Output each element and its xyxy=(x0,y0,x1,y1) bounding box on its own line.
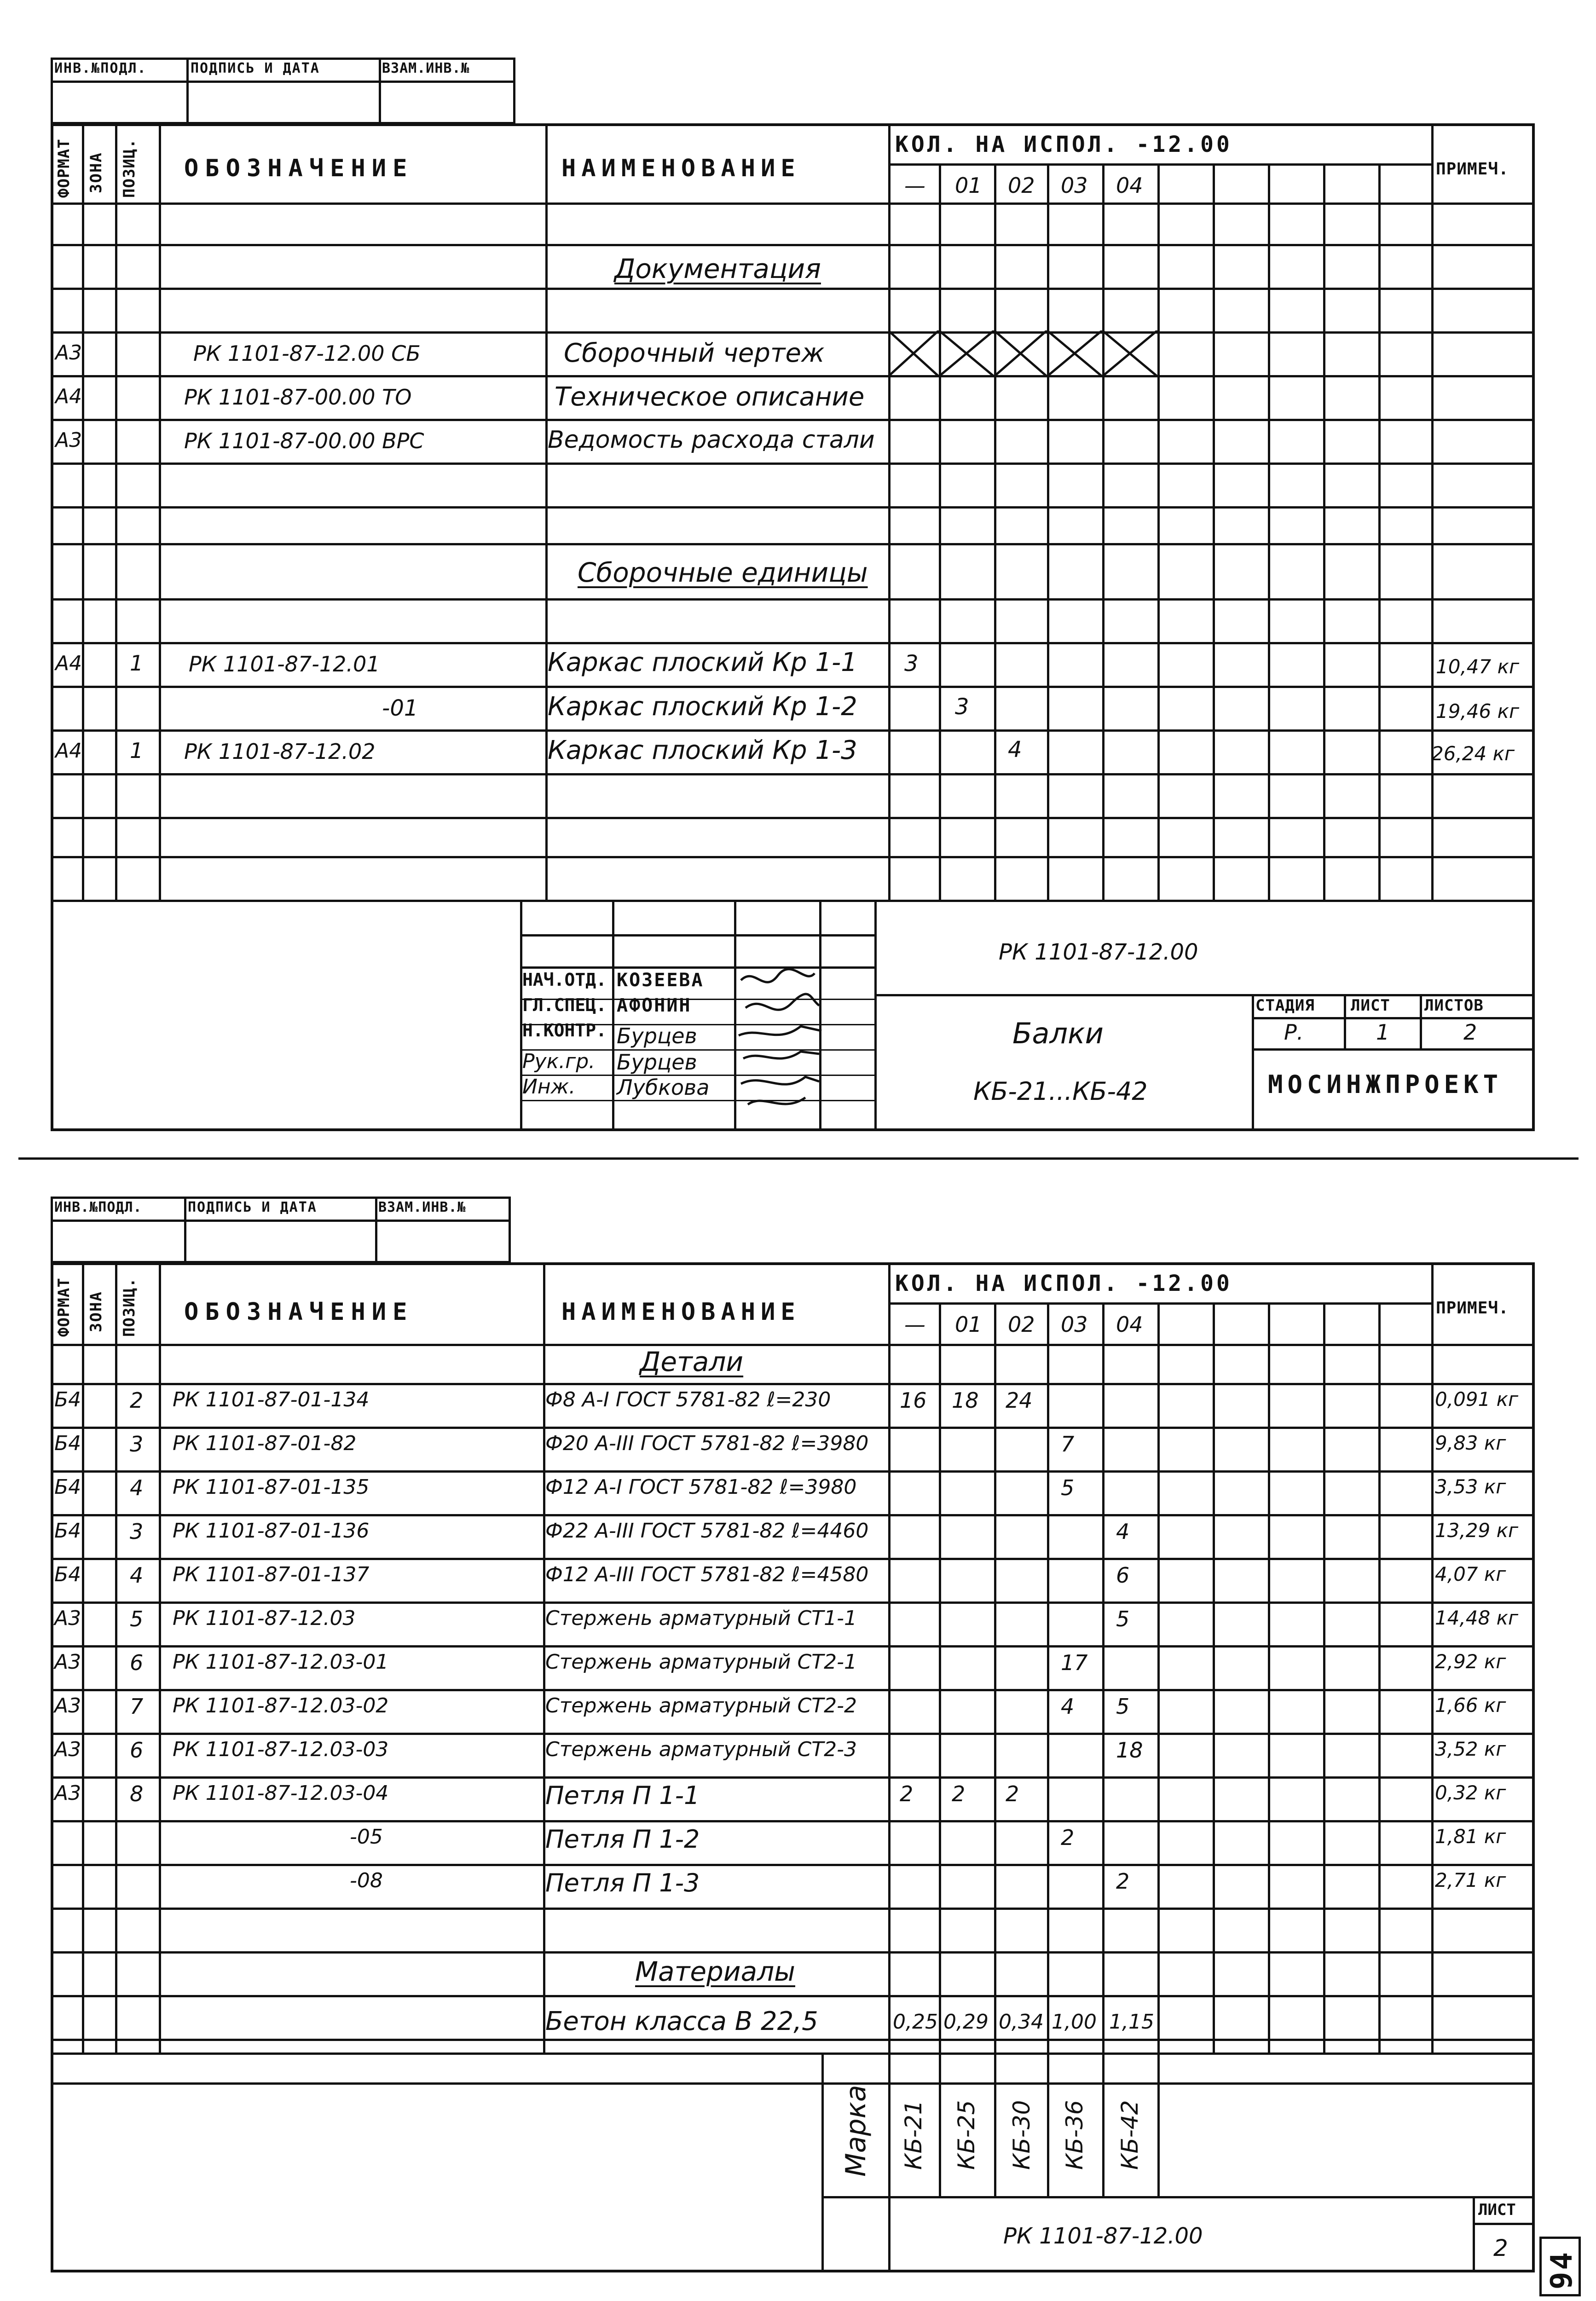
row-format: А4 xyxy=(55,652,82,675)
row-qty: 3 xyxy=(955,694,969,720)
col-qty-header-2: КОЛ. НА ИСПОЛ. -12.00 xyxy=(895,1271,1232,1296)
role-engineer: Инж. xyxy=(522,1075,576,1098)
row-note: 13,29 кг xyxy=(1435,1519,1519,1542)
row-line xyxy=(51,1514,1535,1516)
row-line xyxy=(51,729,1535,732)
variant-base: — xyxy=(904,173,925,198)
row-name: Стержень арматурный СТ1-1 xyxy=(545,1607,857,1630)
row-note: 2,92 кг xyxy=(1435,1650,1506,1673)
section-assemblies: Сборочные единицы xyxy=(578,557,868,588)
row-line xyxy=(51,817,1535,819)
row-name: Ф12 А-I ГОСТ 5781-82 ℓ=3980 xyxy=(545,1475,857,1499)
row-line xyxy=(51,244,1535,246)
row-format: А3 xyxy=(55,341,82,364)
marks-label: Марка xyxy=(840,2085,872,2177)
row-note: 3,52 кг xyxy=(1435,1738,1506,1760)
row-designation: -05 xyxy=(350,1825,383,1849)
col-pos: ПОЗИЦ. xyxy=(120,139,139,198)
section-materials: Материалы xyxy=(635,1956,795,1987)
stamp-replace-inv: ВЗАМ.ИНВ.№ xyxy=(382,60,470,76)
row-qty: 5 xyxy=(1116,1694,1130,1719)
row-name: Стержень арматурный СТ2-1 xyxy=(545,1650,857,1674)
sheet-value-2: 2 xyxy=(1493,2235,1508,2261)
row-name: Петля П 1-1 xyxy=(545,1781,700,1810)
row-line xyxy=(51,773,1535,775)
row-designation: РК 1101-87-12.03-02 xyxy=(173,1694,389,1717)
row-line xyxy=(51,463,1535,465)
row-pos: 8 xyxy=(130,1781,144,1806)
row-designation: -08 xyxy=(350,1869,383,1892)
signatures-scribble xyxy=(736,966,824,1132)
row-name: Стержень арматурный СТ2-2 xyxy=(545,1694,857,1717)
row-designation: РК 1101-87-12.01 xyxy=(189,652,380,676)
row-qty: 4 xyxy=(1116,1519,1130,1544)
mark-kb25: КБ-25 xyxy=(953,2100,980,2170)
row-designation: РК 1101-87-12.03-04 xyxy=(173,1781,389,1805)
row-line xyxy=(51,2039,1535,2041)
row-format: А3 xyxy=(54,1607,81,1630)
row-format: А3 xyxy=(55,428,82,452)
row-note: 1,66 кг xyxy=(1435,1694,1506,1717)
row-name: Ф20 А-III ГОСТ 5781-82 ℓ=3980 xyxy=(545,1432,869,1455)
concrete-name: Бетон класса В 22,5 xyxy=(545,2006,818,2036)
col-pos-2: ПОЗИЦ. xyxy=(120,1278,139,1337)
row-name: Ведомость расхода стали xyxy=(548,426,875,454)
row-designation: -01 xyxy=(382,695,418,721)
section-documentation: Документация xyxy=(614,253,821,284)
row-line xyxy=(51,1864,1535,1866)
cut-line xyxy=(18,1157,1579,1160)
row-qty: 18 xyxy=(1116,1738,1143,1763)
row-pos: 4 xyxy=(130,1563,144,1588)
stamp-inv-orig: ИНВ.№ПОДЛ. xyxy=(54,60,147,76)
row-name: Каркас плоский Кр 1-1 xyxy=(548,648,857,677)
row-pos: 6 xyxy=(130,1650,144,1675)
row-note: 10,47 кг xyxy=(1436,655,1520,678)
row-designation: РК 1101-87-12.00 СБ xyxy=(193,341,421,366)
row-designation: РК 1101-87-01-134 xyxy=(173,1388,370,1411)
row-line xyxy=(51,1470,1535,1473)
row-name: Петля П 1-2 xyxy=(545,1825,700,1854)
row-pos: 7 xyxy=(130,1694,144,1719)
row-line xyxy=(51,419,1535,421)
col-name-2: НАИМЕНОВАНИЕ xyxy=(561,1298,801,1326)
row-line xyxy=(51,288,1535,290)
row-qty: 6 xyxy=(1116,1563,1130,1588)
col-format-2: ФОРМАТ xyxy=(55,1278,73,1337)
stamp-sign-date-2: ПОДПИСЬ И ДАТА xyxy=(188,1199,317,1215)
row-designation: РК 1101-87-12.03-01 xyxy=(173,1650,389,1674)
row-line xyxy=(51,1645,1535,1648)
doc-code: РК 1101-87-12.00 xyxy=(999,939,1198,965)
row-qty: 24 xyxy=(1006,1388,1033,1413)
row-format: А3 xyxy=(54,1694,81,1717)
variant-base-2: — xyxy=(904,1312,925,1337)
variant-02-2: 02 xyxy=(1008,1312,1035,1337)
row-designation: РК 1101-87-00.00 ВРС xyxy=(184,428,424,453)
row-designation: РК 1101-87-01-137 xyxy=(173,1563,370,1586)
row-format: А3 xyxy=(54,1781,81,1805)
row-pos: 3 xyxy=(130,1432,144,1457)
row-designation: РК 1101-87-12.03 xyxy=(173,1607,356,1630)
row-line xyxy=(51,1558,1535,1560)
organization: МОСИНЖПРОЕКТ xyxy=(1268,1070,1503,1099)
section-parts: Детали xyxy=(640,1346,744,1377)
role-group-lead: Рук.гр. xyxy=(522,1050,596,1073)
row-format: А4 xyxy=(55,385,82,408)
row-line xyxy=(51,856,1535,858)
row-pos: 2 xyxy=(130,1388,144,1413)
row-qty: 5 xyxy=(1061,1475,1075,1500)
row-qty: 2 xyxy=(952,1781,966,1806)
row-line xyxy=(51,1908,1535,1910)
row-designation: РК 1101-87-00.00 ТО xyxy=(184,385,412,410)
col-qty-header: КОЛ. НА ИСПОЛ. -12.00 xyxy=(895,132,1232,157)
variant-02: 02 xyxy=(1008,173,1035,198)
row-line xyxy=(51,1995,1535,1997)
row-line xyxy=(51,2082,1535,2085)
row-pos: 5 xyxy=(130,1607,144,1631)
col-name: НАИМЕНОВАНИЕ xyxy=(561,155,801,182)
variant-03-2: 03 xyxy=(1061,1312,1088,1337)
row-line xyxy=(51,1601,1535,1604)
row-designation: РК 1101-87-01-135 xyxy=(173,1475,370,1499)
row-qty: 2 xyxy=(1116,1869,1130,1894)
row-note: 4,07 кг xyxy=(1435,1563,1506,1585)
row-name: Ф12 А-III ГОСТ 5781-82 ℓ=4580 xyxy=(545,1563,869,1586)
row-qty: 2 xyxy=(1061,1825,1075,1850)
row-line xyxy=(51,1383,1535,1385)
row-pos: 6 xyxy=(130,1738,144,1763)
row-pos: 3 xyxy=(130,1519,144,1544)
col-zone: ЗОНА xyxy=(87,152,105,193)
row-line xyxy=(51,1820,1535,1822)
row-line xyxy=(51,1427,1535,1429)
concrete-qty: 0,29 xyxy=(943,2010,989,2034)
sheet-label-2: ЛИСТ xyxy=(1478,2201,1516,2219)
variant-01-2: 01 xyxy=(955,1312,982,1337)
row-pos: 4 xyxy=(130,1475,144,1500)
title-line-1: Балки xyxy=(1012,1017,1104,1050)
row-note: 1,81 кг xyxy=(1435,1825,1506,1848)
row-note: 2,71 кг xyxy=(1435,1869,1506,1891)
role-norm-control: Н.КОНТР. xyxy=(522,1020,607,1041)
sheet-label: ЛИСТ xyxy=(1351,996,1390,1015)
col-format: ФОРМАТ xyxy=(55,139,73,198)
row-name: Техническое описание xyxy=(555,382,865,412)
doc-code-2: РК 1101-87-12.00 xyxy=(1003,2223,1203,2249)
name-group-lead: Бурцев xyxy=(617,1050,697,1075)
row-qty: 4 xyxy=(1008,737,1022,763)
stage-label: СТАДИЯ xyxy=(1255,996,1315,1015)
row-qty: 17 xyxy=(1061,1650,1088,1675)
row-designation: РК 1101-87-12.02 xyxy=(184,739,376,764)
concrete-qty: 0,34 xyxy=(999,2010,1044,2034)
row-line xyxy=(51,598,1535,601)
name-norm-control: Бурцев xyxy=(617,1023,697,1048)
row-qty: 3 xyxy=(904,651,919,676)
col-zone-2: ЗОНА xyxy=(87,1291,105,1332)
row-name: Ф22 А-III ГОСТ 5781-82 ℓ=4460 xyxy=(545,1519,869,1543)
row-line xyxy=(51,642,1535,644)
name-chief-spec: АФОНИН xyxy=(617,995,692,1016)
row-format: Б4 xyxy=(54,1388,81,1411)
row-qty: 2 xyxy=(1006,1781,1019,1806)
mark-kb21: КБ-21 xyxy=(900,2100,927,2170)
sheets-label: ЛИСТОВ xyxy=(1424,996,1484,1015)
row-note: 9,83 кг xyxy=(1435,1432,1506,1454)
row-note: 0,091 кг xyxy=(1435,1388,1519,1411)
name-engineer: Лубкова xyxy=(617,1075,710,1100)
col-designation: ОБОЗНАЧЕНИЕ xyxy=(184,155,414,182)
row-designation: РК 1101-87-12.03-03 xyxy=(173,1738,389,1761)
row-designation: РК 1101-87-01-82 xyxy=(173,1432,357,1455)
row-name: Петля П 1-3 xyxy=(545,1868,700,1897)
variant-04: 04 xyxy=(1116,173,1143,198)
row-qty: 5 xyxy=(1116,1607,1130,1631)
row-format: Б4 xyxy=(54,1563,81,1586)
row-qty: 2 xyxy=(900,1781,914,1806)
col-note: ПРИМЕЧ. xyxy=(1436,160,1509,179)
variant-03: 03 xyxy=(1061,173,1088,198)
row-name: Сборочный чертеж xyxy=(564,338,825,368)
row-note: 14,48 кг xyxy=(1435,1607,1519,1629)
row-format: А3 xyxy=(54,1738,81,1761)
stage-value: Р. xyxy=(1284,1020,1304,1045)
row-format: Б4 xyxy=(54,1432,81,1455)
row-qty: 18 xyxy=(952,1388,979,1413)
mark-kb36: КБ-36 xyxy=(1061,2100,1088,2170)
concrete-qty: 1,00 xyxy=(1052,2010,1097,2034)
row-note: 26,24 кг xyxy=(1431,742,1515,765)
sheets-value: 2 xyxy=(1463,1020,1477,1045)
row-format: А3 xyxy=(54,1650,81,1674)
col-note-2: ПРИМЕЧ. xyxy=(1436,1299,1509,1318)
row-format: Б4 xyxy=(54,1475,81,1499)
name-head-dept: КОЗЕЕВА xyxy=(617,970,704,991)
row-line xyxy=(51,543,1535,545)
page-number: 94 xyxy=(1545,2250,1579,2289)
row-note: 3,53 кг xyxy=(1435,1475,1506,1498)
role-chief-spec: ГЛ.СПЕЦ. xyxy=(522,995,607,1015)
row-note: 19,46 кг xyxy=(1436,700,1520,723)
stamp-inv-orig-2: ИНВ.№ПОДЛ. xyxy=(54,1199,142,1215)
row-name: Ф8 А-I ГОСТ 5781-82 ℓ=230 xyxy=(545,1388,831,1411)
row-qty: 16 xyxy=(900,1388,927,1413)
row-name: Стержень арматурный СТ2-3 xyxy=(545,1738,857,1761)
col-designation-2: ОБОЗНАЧЕНИЕ xyxy=(184,1298,414,1326)
row-line xyxy=(51,375,1535,377)
concrete-qty: 0,25 xyxy=(893,2010,938,2034)
row-qty: 7 xyxy=(1061,1432,1075,1457)
row-line xyxy=(51,331,1535,334)
row-line xyxy=(51,1733,1535,1735)
row-format: А4 xyxy=(55,739,82,763)
row-line xyxy=(51,506,1535,509)
title-line-2: КБ-21...КБ-42 xyxy=(973,1077,1148,1106)
variant-04-2: 04 xyxy=(1116,1312,1143,1337)
row-line xyxy=(51,1689,1535,1691)
mark-kb42: КБ-42 xyxy=(1116,2100,1143,2170)
stamp-replace-inv-2: ВЗАМ.ИНВ.№ xyxy=(378,1199,466,1215)
stamp-sign-date: ПОДПИСЬ И ДАТА xyxy=(191,60,320,76)
row-pos: 1 xyxy=(130,651,144,676)
row-line xyxy=(51,686,1535,688)
concrete-qty: 1,15 xyxy=(1109,2010,1154,2034)
row-line xyxy=(51,1951,1535,1954)
row-designation: РК 1101-87-01-136 xyxy=(173,1519,370,1543)
row-name: Каркас плоский Кр 1-3 xyxy=(548,735,857,765)
not-applicable-x-marks xyxy=(888,330,1157,376)
row-pos: 1 xyxy=(130,738,144,763)
sheet-value: 1 xyxy=(1376,1020,1390,1045)
variant-01: 01 xyxy=(955,173,982,198)
sheet-2-frame xyxy=(51,1262,1535,2272)
mark-kb30: КБ-30 xyxy=(1008,2100,1035,2170)
row-line xyxy=(51,1776,1535,1779)
row-note: 0,32 кг xyxy=(1435,1781,1506,1804)
row-name: Каркас плоский Кр 1-2 xyxy=(548,692,857,722)
row-qty: 4 xyxy=(1061,1694,1075,1719)
role-head-dept: НАЧ.ОТД. xyxy=(522,970,607,990)
row-format: Б4 xyxy=(54,1519,81,1543)
